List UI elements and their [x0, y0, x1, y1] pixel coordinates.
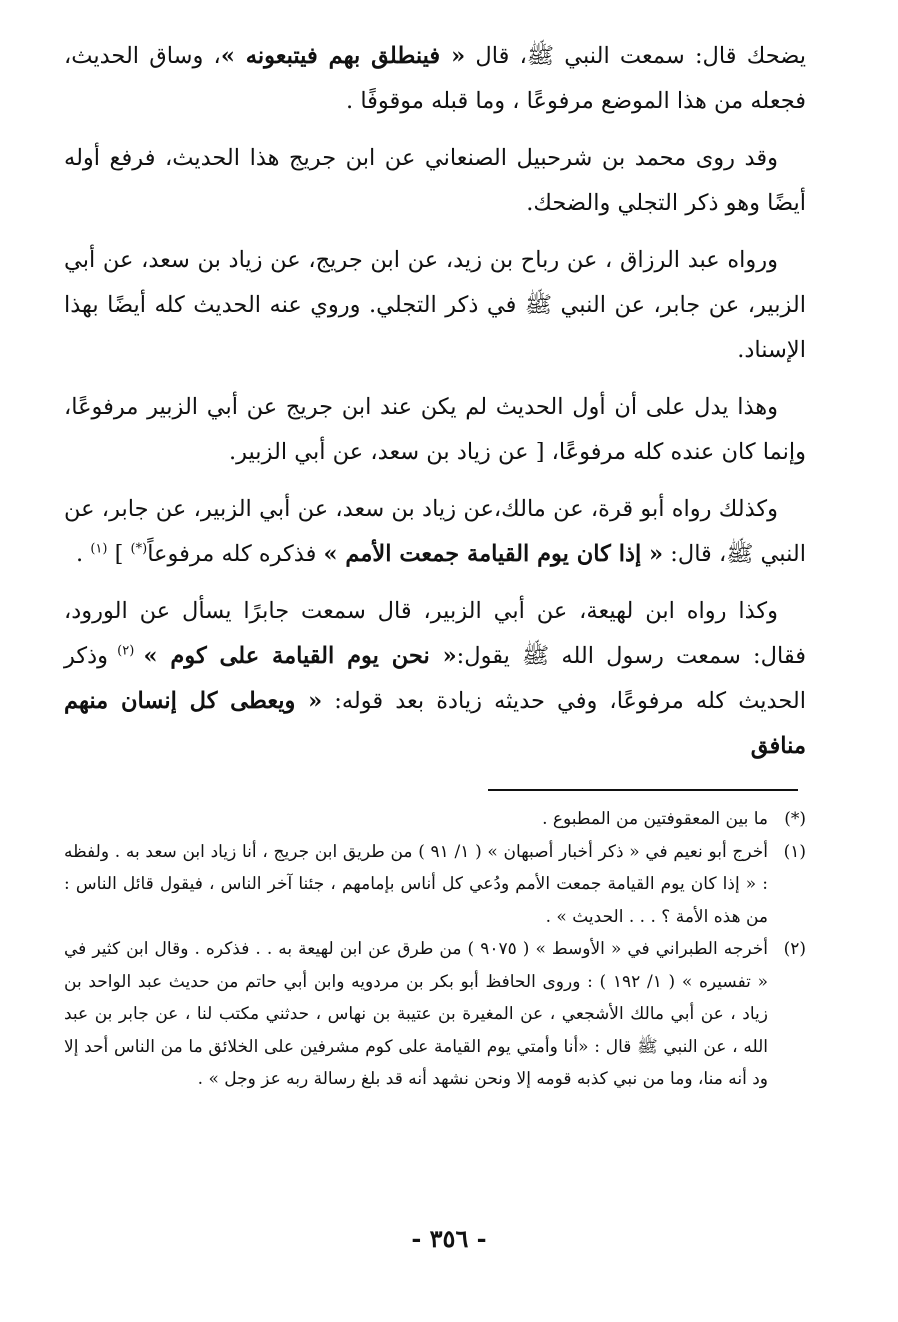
hadith-quote: « إذا كان يوم القيامة جمعت الأمم » — [323, 541, 664, 567]
footnote-text: أخرج أبو نعيم في « ذكر أخبار أصبهان » ( ١/ ٩١ ) من طريق ابن جريج ، أنا زياد ابن سعد به . ولفظه : « إذا كان يوم القيامة جمعت الأمم ودُعي كل أناس بإمامهم ، جئنا آخر الناس ، فيقول قائل الناس : من هذه الأمة ؟ . . . الحديث » . — [64, 841, 768, 927]
footnote-number: (*) — [784, 809, 806, 829]
footnote-marker-2: (٢) — [108, 643, 144, 659]
text-run: وكذلك رواه أبو قرة، عن مالك،عن زياد بن سعد، عن أبي الزبير، عن جابر، عن النبي ﷺ، قال: — [64, 496, 806, 567]
footnote-marker-1: (١) — [90, 541, 108, 557]
text-run: . — [76, 541, 91, 567]
footnote-number: (١) — [783, 841, 806, 862]
text-run: وذكر الحديث كله مرفوعًا، وفي حديثه زيادة بعد قوله: — [64, 643, 806, 714]
footnote-1 — [64, 836, 806, 934]
footnote-2 — [64, 933, 806, 1096]
hadith-quote: « فينطلق بهم فيتبعونه » — [220, 43, 466, 69]
text-run: ] — [107, 541, 131, 567]
hadith-quote: « ويعطى كل إنسان منهم منافق — [64, 688, 806, 759]
footnote-divider — [488, 789, 798, 791]
paragraph-1 — [64, 34, 806, 124]
footnote-number: (٢) — [783, 939, 806, 959]
footnote-marker-star: (*) — [130, 541, 148, 557]
text-run: وكذا رواه ابن لهيعة، عن أبي الزبير، قال سمعت جابرًا يسأل عن الورود، فقال: سمعت رسول الله ﷺ يقول: — [64, 598, 806, 669]
paragraph-5 — [64, 487, 806, 577]
main-text — [64, 34, 806, 769]
paragraph-4: وهذا يدل على أن أول الحديث لم يكن عند ابن جريج عن أبي الزبير مرفوعًا، وإنما كان عنده كله مرفوعًا، [ عن زياد بن سعد، عن أبي الزبير. — [64, 394, 806, 465]
text-run: ، وساق الحديث، فجعله من هذا الموضع مرفوعًا ، وما قبله موقوفًا . — [64, 43, 806, 114]
footnote-text: أخرجه الطبراني في « الأوسط » ( ٩٠٧٥ ) من طرق عن ابن لهيعة به . . فذكره . وقال ابن كثير في « تفسيره » ( ١/ ١٩٢ ) : وروى الحافظ أبو بكر بن مردويه وابن أبي حاتم من حديث عبد الواحد بن زياد ، عن أبي مالك الأشجعي ، عن المغيرة بن عتيبة بن نهاس ، حدثني مكتب لنا ، عن جابر بن عبد الله ، عن النبي ﷺ قال : «أنا وأمتي يوم القيامة على كوم مشرفين على الخلائق ما من الناس أحد إلا ود أنه منا، وما من نبي كذبه قومه إلا ونحن نشهد أنه قد بلغ رسالة ربه عز وجل » . — [64, 939, 768, 1089]
paragraph-2: وقد روى محمد بن شرحبيل الصنعاني عن ابن جريج هذا الحديث، فرفع أوله أيضًا وهو ذكر التجلي والضحك. — [64, 145, 806, 216]
page-number: - ٣٥٦ - — [411, 1224, 487, 1253]
text-run: فذكره كله مرفوعاً — [147, 541, 324, 567]
footnotes — [64, 803, 806, 1096]
footnote-text: ما بين المعقوفتين من المطبوع . — [542, 809, 768, 829]
paragraph-3: ورواه عبد الرزاق ، عن رباح بن زيد، عن ابن جريج، عن زياد بن سعد، عن أبي الزبير، عن جابر، عن النبي ﷺ في ذكر التجلي. وروي عنه الحديث كله أيضًا بهذا الإسناد. — [64, 247, 806, 363]
text-run: يضحك قال: سمعت النبي ﷺ، قال — [465, 43, 807, 69]
paragraph-6 — [64, 589, 806, 769]
footnote-star — [64, 803, 806, 836]
hadith-quote: « نحن يوم القيامة على كوم » — [143, 643, 457, 669]
